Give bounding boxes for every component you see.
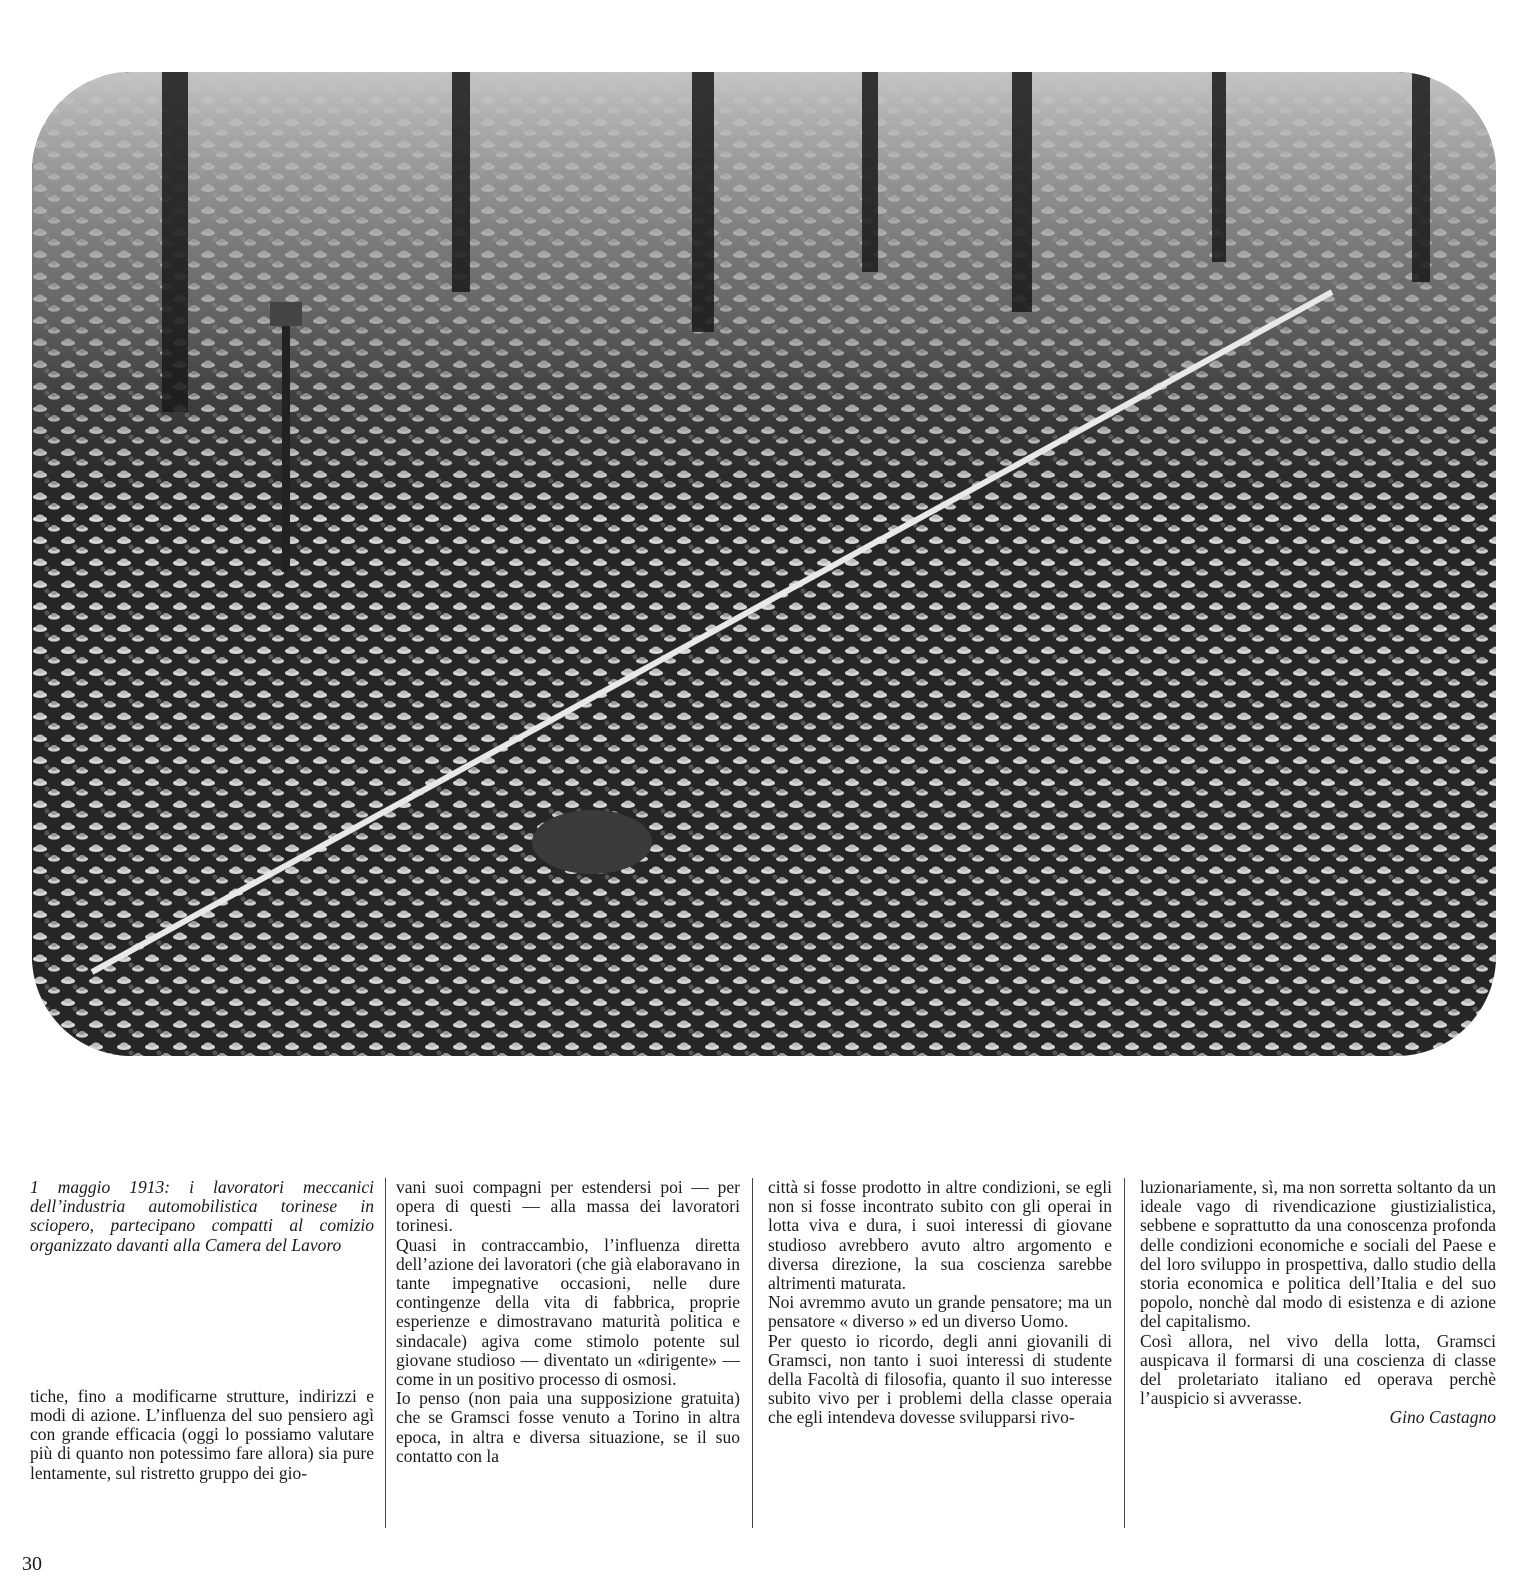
column-3-paragraph: Per questo io ricordo, degli anni giovanili di Gramsci, non tanto i suoi interessi di studente della Facoltà di filosofia, quanto il suo interesse subito vivo per i problemi della classe operaia che egli intendeva dovesse svilupparsi rivo- (768, 1330, 1112, 1428)
crowd-photograph-drawing (32, 72, 1496, 1056)
column-3-paragraph: Noi avremmo avuto un grande pensatore; ma un pensatore « diverso » ed un diverso Uomo. (768, 1292, 1112, 1332)
column-divider (1124, 1178, 1125, 1528)
photo-caption: 1 maggio 1913: i lavoratori meccanici dell’industria automobilistica torinese in sciopero, partecipano compatti al comizio organizzato davanti alla Camera del Lavoro (30, 1177, 374, 1255)
column-2-paragraph: Quasi in contraccambio, l’influenza diretta dell’azione dei lavoratori (che già elaboravano in tante impegnative occasioni, nelle dure contingenze della vita di fabbrica, proprie esperienze e dimostravano maturità politica e sindacale) agiva come stimolo potente sul giovane studioso — diventato un «dirigente» — come in un positivo processo di osmosi. (396, 1234, 741, 1390)
crowd-photograph (32, 72, 1496, 1056)
column-2-paragraph: vani suoi compagni per estendersi poi — per opera di questi — alla massa dei lavoratori torinesi. (396, 1177, 740, 1236)
column-divider (752, 1178, 753, 1528)
column-2-paragraph: Io penso (non paia una supposizione gratuita) che se Gramsci fosse venuto a Torino in altra epoca, in altra e diversa situazione, se il suo contatto con la (396, 1388, 740, 1466)
column-4-paragraph: luzionariamente, sì, ma non sorretta soltanto da un ideale vago di rivendicazione giustizialistica, sebbene e soprattutto da una conoscenza profonda delle condizioni economiche e sociali del Paese e del loro sviluppo in prospettiva, dallo studio della storia economica e politica dell’Italia e del suo popolo, nonchè dal modo di esistenza e di azione del capitalismo. (1140, 1177, 1496, 1332)
column-divider (385, 1178, 386, 1528)
column-3 (768, 1178, 1112, 1428)
page-number: 30 (22, 1553, 42, 1575)
column-1-text: tiche, fino a modificarne strutture, indirizzi e modi di azione. L’influenza del suo pensiero agì con grande efficacia (oggi lo possiamo valutare più di quanto non potessimo fare allora) sia pure lentamente, sul ristretto gruppo dei gio- (30, 1385, 374, 1483)
column-2 (396, 1178, 740, 1466)
author-signature: Gino Castagno (1389, 1407, 1496, 1428)
column-1 (30, 1178, 374, 1483)
column-4-paragraph: Così allora, nel vivo della lotta, Gramsci auspicava il formarsi di una coscienza di classe del proletariato italiano ed operava perchè l’auspicio si avverasse. (1140, 1330, 1496, 1409)
column-3-paragraph: città si fosse prodotto in altre condizioni, se egli non si fosse incontrato subito con gli operai in lotta viva e dura, i suoi interessi di giovane studioso avrebbero avuto altro argomento e diversa direzione, la sua coscienza sarebbe altrimenti maturata. (768, 1177, 1112, 1294)
column-4 (1140, 1178, 1496, 1428)
